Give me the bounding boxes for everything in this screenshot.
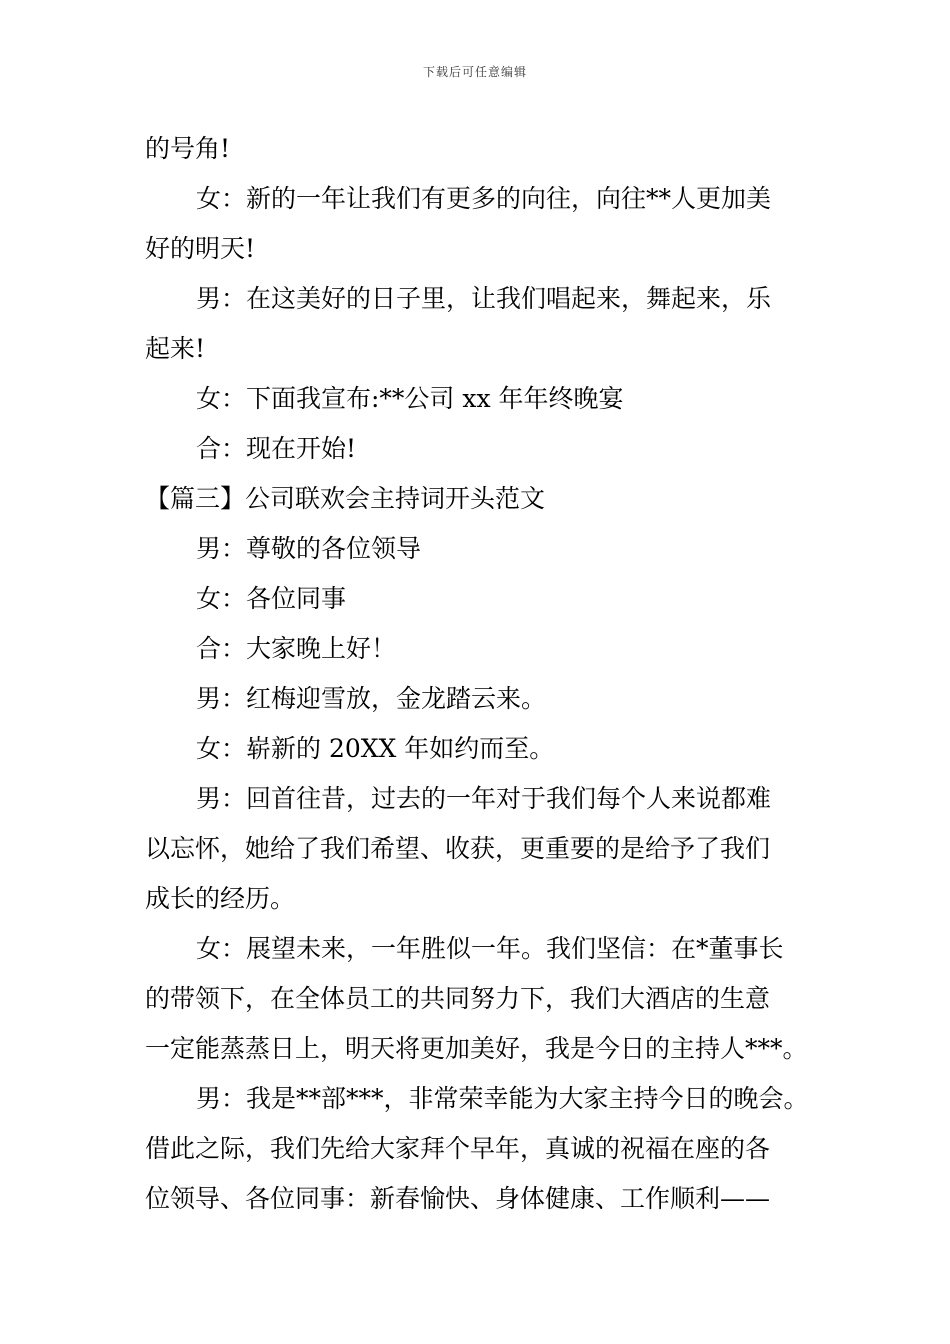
text-line: 女：崭新的 20XX 年如约而至。	[196, 734, 555, 763]
section-heading: 【篇三】公司联欢会主持词开头范文	[145, 484, 546, 513]
text-line: 女：展望未来，一年胜似一年。我们坚信：在*董事长	[196, 934, 784, 963]
text-line: 的带领下，在全体员工的共同努力下，我们大酒店的生意	[145, 984, 771, 1013]
text-line: 合：大家晚上好！	[196, 634, 397, 663]
text-line: 男：红梅迎雪放，金龙踏云来。	[196, 684, 547, 713]
text-line: 男：在这美好的日子里，让我们唱起来，舞起来，乐	[196, 284, 772, 313]
text-line: 一定能蒸蒸日上，明天将更加美好，我是今日的主持人***。	[145, 1034, 808, 1063]
page-header: 下载后可任意编辑	[422, 65, 527, 79]
text-line: 女：新的一年让我们有更多的向往，向往**人更加美	[196, 184, 772, 213]
text-line: 合：现在开始!	[196, 434, 357, 463]
text-line: 男：回首往昔，过去的一年对于我们每个人来说都难	[196, 784, 772, 813]
text-line: 女：下面我宣布:**公司 xx 年年终晚宴	[196, 384, 624, 413]
text-line: 成长的经历。	[145, 884, 296, 913]
text-line: 借此之际，我们先给大家拜个早年，真诚的祝福在座的各	[145, 1134, 771, 1163]
text-line: 男：我是**部***，非常荣幸能为大家主持今日的晚会。	[196, 1084, 809, 1113]
text-line: 好的明天!	[145, 234, 256, 263]
text-line: 位领导、各位同事：新春愉快、身体健康、工作顺利——	[145, 1184, 771, 1213]
text-line: 以忘怀，她给了我们希望、收获，更重要的是给予了我们	[145, 834, 771, 863]
text-line: 的号角!	[145, 134, 231, 163]
text-line: 男：尊敬的各位领导	[196, 534, 422, 563]
text-line: 女：各位同事	[196, 584, 347, 613]
text-line: 起来!	[145, 334, 206, 363]
